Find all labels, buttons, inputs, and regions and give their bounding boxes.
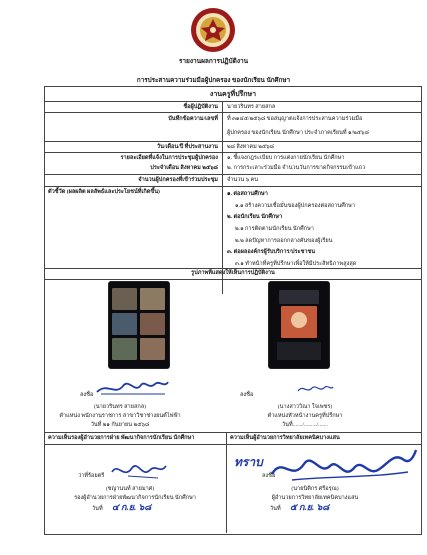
row-label-memo: บันทึกข้อความ/เลขที่: [168, 116, 218, 122]
row-value-details-2: ๒. การกระเลาะร่วมมือ จำนวนวันการขาดกิจกรรมเข้าแถว: [227, 165, 366, 171]
section-title: งานครูที่ปรึกษา: [209, 90, 257, 98]
photos-title: รูปภาพที่แสดงให้เห็นการปฏิบัติงาน: [191, 270, 275, 276]
teacher-position: ตำแหน่ง พนักงานราชการ สาขาวิชาช่างยนต์ไฟฟ้า: [59, 413, 181, 419]
sign-prefix-head: ลงชื่อ: [240, 392, 254, 398]
indicator-item-2-1: ๒.๑ การติดตามนักเรียน นักศึกษา: [235, 226, 314, 232]
director-date-prefix: วันที่: [270, 506, 281, 512]
director-position: ผู้อำนวยการวิทยาลัยเทคนิคบางแสน: [271, 495, 359, 501]
director-date-handwritten: ๕ ก.ย. ๖๘: [290, 502, 330, 512]
director-name: (นายนิติกร ศรีอรุณ): [291, 486, 339, 492]
teacher-date: วันที่ ๒๑ กันยายน ๒๕๖๘: [90, 422, 150, 428]
row-value-details-1: ๑. ชี้แจงกฎระเบียบ การแต่งกายนักเรียน นักศึกษา: [227, 155, 345, 161]
teacher-name: (นายวรินทร สายสกล): [93, 404, 147, 410]
deputy-position: รองผู้อำนวยการฝ่ายพัฒนากิจการนักเรียน นักศึกษา: [74, 495, 196, 501]
deputy-date-prefix: วันที่: [92, 506, 103, 512]
sign-prefix-teacher: ลงชื่อ: [80, 392, 94, 398]
indicator-item-2-2: ๒.๒ ลดปัญหาการออกกลางคันของผู้เรียน: [235, 238, 333, 244]
signature-director-image: [268, 446, 418, 486]
signature-deputy-image: [108, 458, 168, 482]
indicator-item-3-1: ๓.๑ ทำหน้าที่ครูที่ปรึกษาเพื่อให้มีประสิทธิภาพสูงสุด: [235, 261, 357, 267]
row-value-attendees: จำนวน ๖ คน: [227, 177, 259, 183]
deputy-date-handwritten: ๔ ก.ย. ๖๘: [112, 502, 152, 512]
college-seal-logo: [190, 7, 236, 53]
meeting-screenshot-2: [268, 281, 330, 369]
indicator-head-3: ๓. ต่อผลองค์กรผู้รับบริการ/ประชาชน: [227, 249, 316, 255]
report-subtitle: การประสานความร่วมมือผู้ปกครอง ของนักเรียน นักศึกษา: [136, 77, 291, 84]
row-label-attendees: จำนวนผู้ปกครองที่เข้าร่วมประชุม: [138, 177, 218, 183]
row-label-details: รายละเอียดที่แจ้งในการประชุมผู้ปกครอง: [120, 155, 218, 161]
row-value-memo: ที่ ๓๑๔๕/๒๕๖๘ ขอสนุญาตแจ้งการประสานความร่วมมือ: [227, 116, 363, 122]
row-value-name: นายวรินทร สายสกล: [227, 104, 276, 110]
indicators-label: ตัวชี้วัด (ผลผลิต ผลลัพธ์และประโยชน์ที่เกิดขึ้น): [48, 189, 160, 195]
row-value-date: ๒๘ สิงหาคม ๒๕๖๘: [227, 144, 274, 150]
head-position: ตำแหน่งหัวหน้างานครูที่ปรึกษา: [267, 413, 343, 419]
deputy-name: (ชญานนท์ สายมาศ): [105, 486, 155, 492]
indicator-item-1-1: ๑.๑ สร้างความเชื่อมั่นของผู้ปกครองต่อสถานศึกษา: [235, 203, 355, 209]
row-label-month: ประจำเดือน สิงหาคม ๒๕๖๘: [150, 165, 218, 171]
signature-head-image: [295, 382, 335, 396]
director-note-handwritten: ทราบ: [234, 455, 263, 469]
head-date: วันที่......./........./.......: [282, 422, 328, 428]
indicator-head-2: ๒. ต่อนักเรียน นักศึกษา: [227, 214, 283, 220]
indicator-head-1: ๑. ต่อสถานศึกษา: [227, 191, 268, 197]
opinion-left-sign-prefix: ว่าที่ร้อยตรี: [78, 473, 105, 479]
meeting-screenshot-1: [108, 281, 170, 369]
head-name: (นางสาววิณา ใจเพชร): [277, 404, 333, 410]
report-title: รายงานผลการปฏิบัติงาน: [178, 58, 249, 65]
opinion-left-title: ความเห็นรองผู้อำนวยการฝ่าย พัฒนากิจการนักเรียน นักศึกษา: [48, 435, 195, 441]
row-value-memo-cont: ผู้ปกครอง ของนักเรียน นักศึกษา ประจำภาคเรียนที่ ๑/๒๕๖๘: [227, 130, 369, 136]
signature-teacher-image: [95, 376, 170, 398]
row-label-name: ชื่อผู้ปฏิบัติงาน: [183, 104, 218, 110]
opinion-right-sign-prefix: ลงชื่อ: [262, 473, 276, 479]
opinion-right-title: ความเห็นผู้อำนวยการวิทยาลัยเทคนิคบางแสน: [230, 435, 340, 441]
row-label-date: วัน/เดือน/ปี ที่ประสานงาน: [156, 144, 218, 150]
